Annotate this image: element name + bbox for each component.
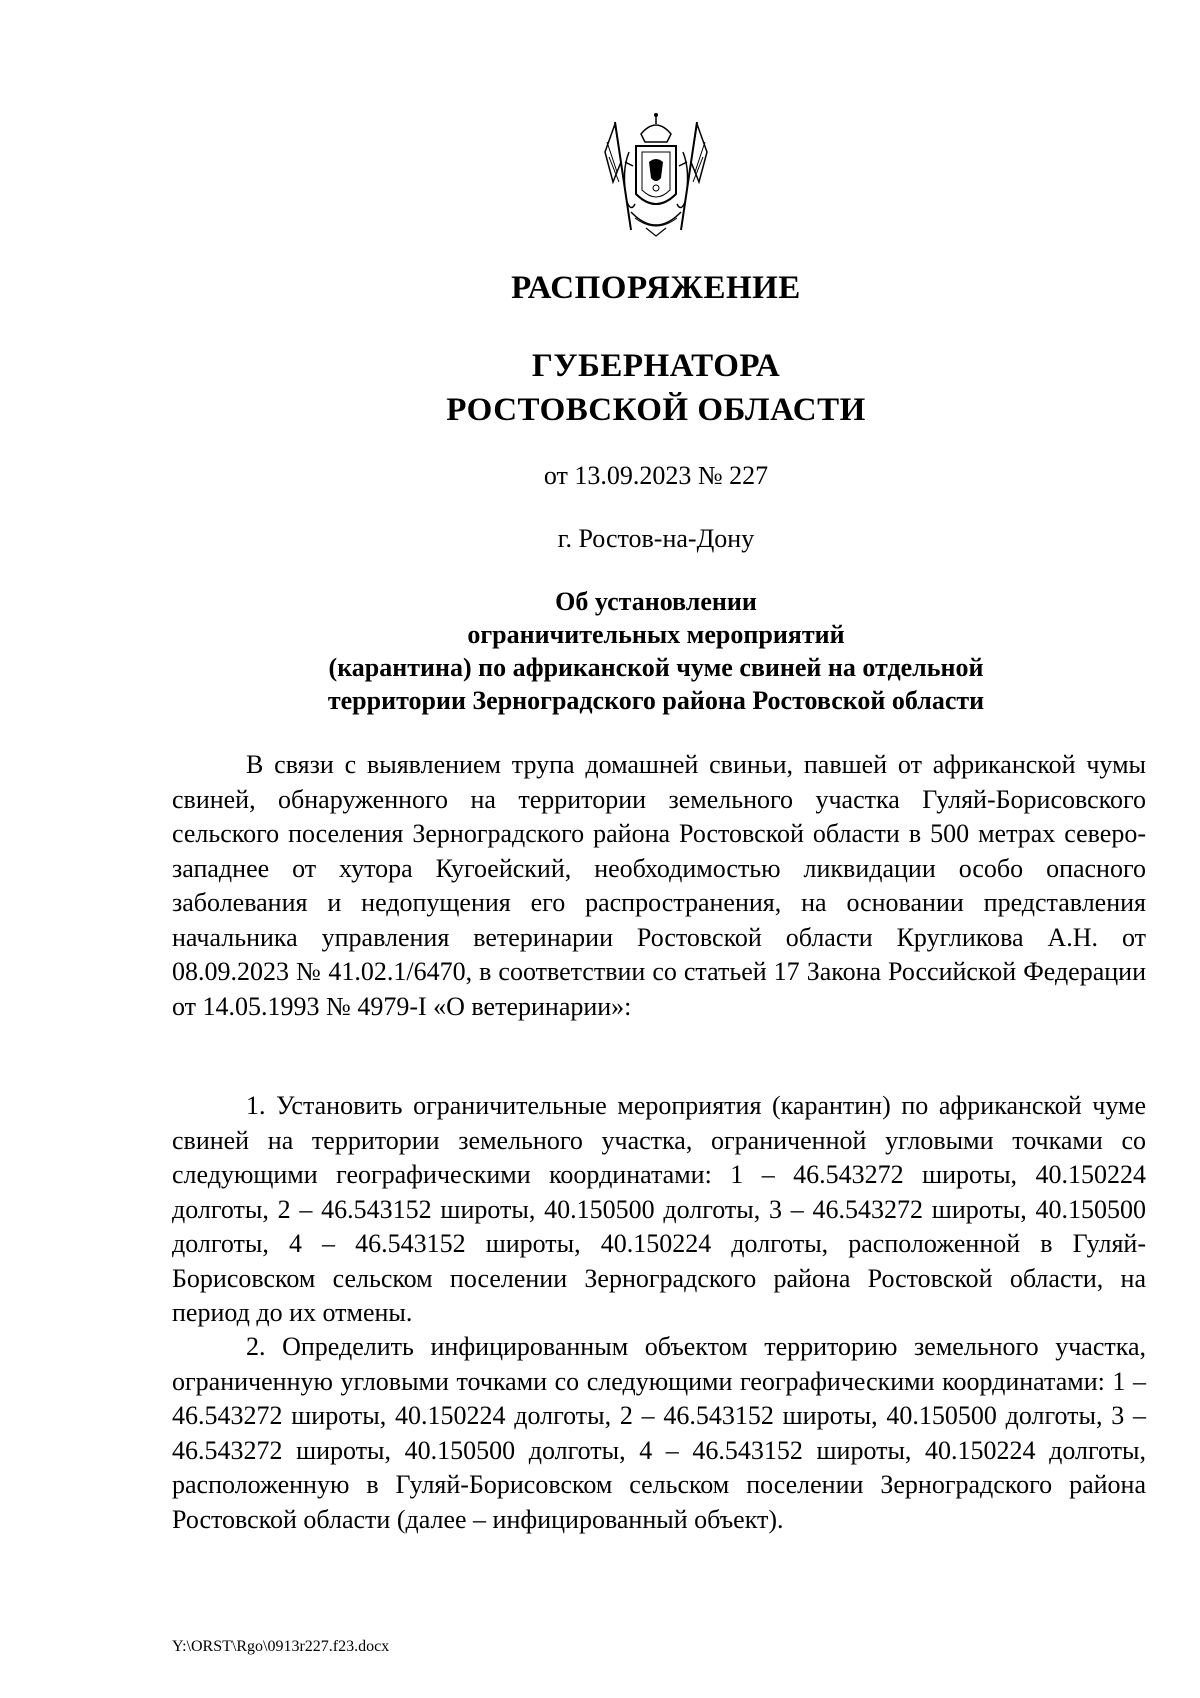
subject-line-4: территории Зерноградского района Ростовской области	[327, 686, 985, 715]
issuer-line-1: ГУБЕРНАТОРА	[531, 348, 781, 384]
issuer-title	[160, 344, 1152, 432]
issuer-line-2: РОСТОВСКОЙ ОБЛАСТИ	[446, 392, 866, 428]
place-of-issue: г. Ростов-на-Дону	[557, 524, 755, 553]
subject-line-2: ограничительных мероприятий	[467, 620, 845, 649]
subject-line-1: Об установлении	[555, 587, 757, 616]
file-path-footer: Y:\ORST\Rgo\0913r227.f23.docx	[172, 1638, 390, 1655]
preamble	[172, 748, 1146, 1024]
subject-line-3: (карантина) по африканской чуме свиней на отдельной	[328, 653, 984, 682]
clause-1	[172, 1089, 1146, 1331]
document-type-title: РАСПОРЯЖЕНИЕ	[511, 270, 801, 306]
clause-2	[172, 1330, 1146, 1537]
clause-2-paragraph: 2. Определить инфицированным объектом территорию земельного участка, ограниченную угловыми точками со следующими географическими координатами: 1 – 46.543272 широты, 40.150224 долготы, 2 – 46.543152 широты, 40.150500 долготы, 3 – 46.543272 широты, 40.150500 долготы, 4 – 46.543152 широты, 40.150224 долготы, расположенную в Гуляй-Борисовском сельском поселении Зерноградского района Ростовской области (далее – инфицированный объект).	[172, 1332, 1146, 1534]
date-and-number: от 13.09.2023 № 227	[543, 461, 769, 490]
clause-1-paragraph: 1. Установить ограничительные мероприятия (карантин) по африканской чуме свиней на территории земельного участка, ограниченной угловыми точками со следующими географическими координатами: 1 – 46.543272 широты, 40.150224 долготы, 2 – 46.543152 широты, 40.150500 долготы, 3 – 46.543272 широты, 40.150500 долготы, 4 – 46.543152 широты, 40.150224 долготы, расположенной в Гуляй-Борисовском сельском поселении Зерноградского района Ростовской области, на период до их отмены.	[172, 1091, 1146, 1327]
document-subject	[160, 585, 1152, 717]
preamble-paragraph: В связи с выявлением трупа домашней свиньи, павшей от африканской чумы свиней, обнаруженного на территории земельного участка Гуляй-Борисовского сельского поселения Зерноградского района Ростовской области в 500 метрах северо-западнее от хутора Кугоейский, необходимостью ликвидации особо опасного заболевания и недопущения его распространения, на основании представления начальника управления ветеринарии Ростовской области Кругликова А.Н. от 08.09.2023 № 41.02.1/6470, в соответствии со статьей 17 Закона Российской Федерации от 14.05.1993 № 4979-I «О ветеринарии»:	[172, 750, 1146, 1021]
coat-of-arms-icon	[601, 112, 711, 242]
